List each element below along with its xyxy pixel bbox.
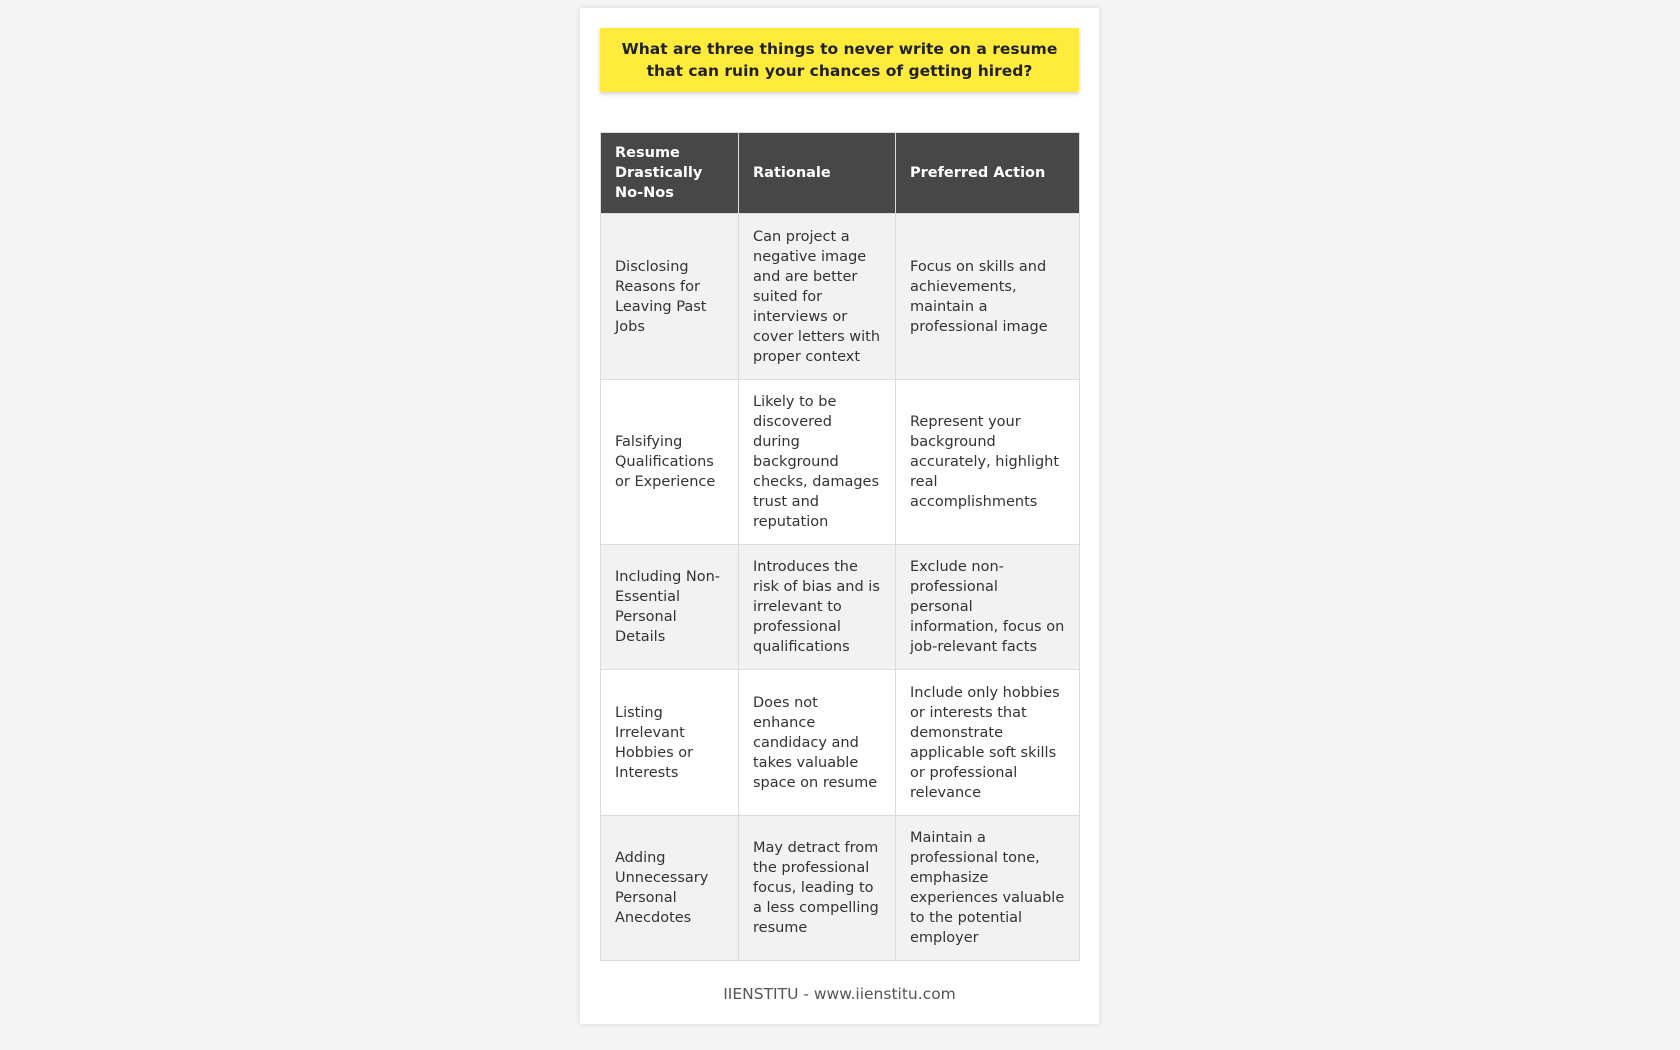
resume-nonos-table: [600, 132, 1080, 961]
title-banner: [600, 28, 1079, 92]
nono-cell: Listing Irrelevant Hobbies or Interests: [601, 670, 739, 816]
table-row: [601, 214, 1080, 380]
column-header-preferred-action: Preferred Action: [896, 133, 1080, 214]
rationale-cell: Does not enhance candidacy and takes valuable space on resume: [739, 670, 896, 816]
rationale-cell: Introduces the risk of bias and is irrelevant to professional qualifications: [739, 545, 896, 670]
nono-cell: Falsifying Qualifications or Experience: [601, 380, 739, 545]
preferred-action-cell: Represent your background accurately, highlight real accomplishments: [896, 380, 1080, 545]
rationale-cell: Can project a negative image and are better suited for interviews or cover letters with proper context: [739, 214, 896, 380]
content-card: [580, 8, 1099, 1024]
table-row: [601, 380, 1080, 545]
rationale-cell: Likely to be discovered during background checks, damages trust and reputation: [739, 380, 896, 545]
table-header-row: [601, 133, 1080, 214]
table-row: [601, 816, 1080, 961]
table-row: [601, 545, 1080, 670]
rationale-cell: May detract from the professional focus, leading to a less compelling resume: [739, 816, 896, 961]
table-row: [601, 670, 1080, 816]
nono-cell: Disclosing Reasons for Leaving Past Jobs: [601, 214, 739, 380]
preferred-action-cell: Include only hobbies or interests that demonstrate applicable soft skills or professional relevance: [896, 670, 1080, 816]
preferred-action-cell: Focus on skills and achievements, maintain a professional image: [896, 214, 1080, 380]
preferred-action-cell: Exclude non-professional personal information, focus on job-relevant facts: [896, 545, 1080, 670]
nono-cell: Adding Unnecessary Personal Anecdotes: [601, 816, 739, 961]
column-header-nonos: Resume Drastically No-Nos: [601, 133, 739, 214]
page-title: What are three things to never write on a resume that can ruin your chances of getting hired?: [621, 40, 1058, 80]
footer-credit: IIENSTITU - www.iienstitu.com: [723, 985, 956, 1003]
preferred-action-cell: Maintain a professional tone, emphasize experiences valuable to the potential employer: [896, 816, 1080, 961]
nono-cell: Including Non-Essential Personal Details: [601, 545, 739, 670]
column-header-rationale: Rationale: [739, 133, 896, 214]
